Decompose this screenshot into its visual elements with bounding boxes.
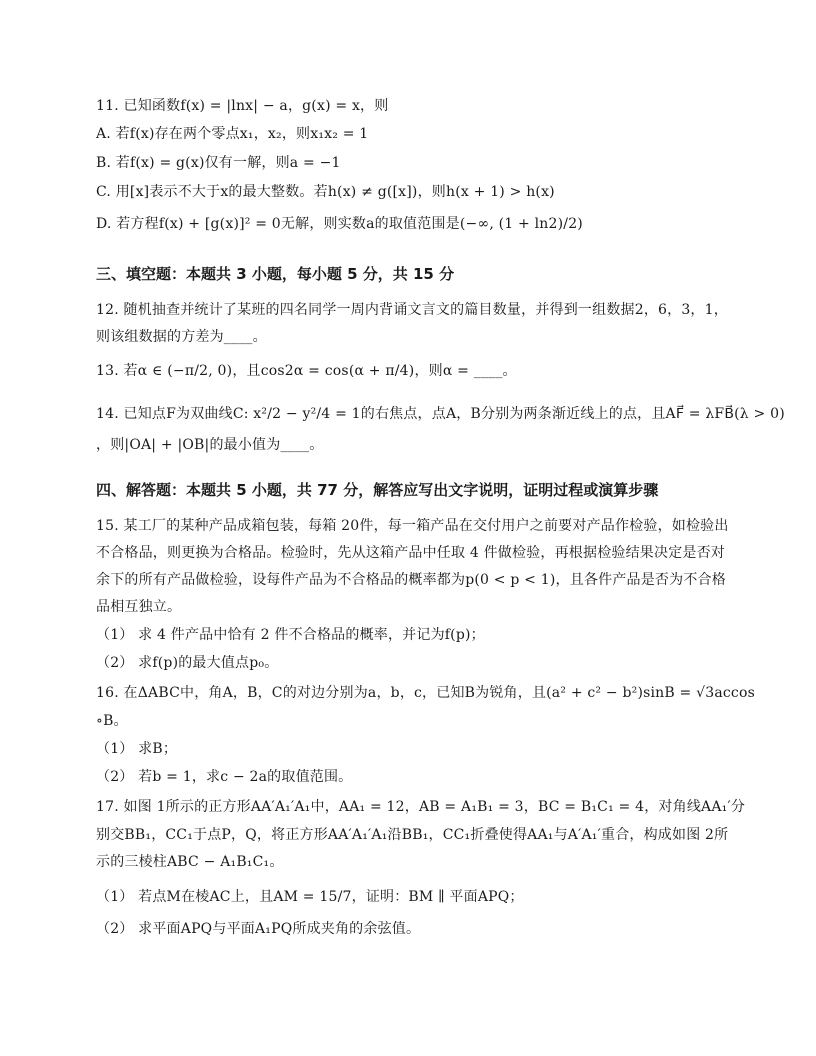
q15-part-1: （1） 求 4 件产品中恰有 2 件不合格品的概率，并记为f(p)； (96, 627, 485, 643)
q15-part-2: （2） 求f(p)的最大值点p₀。 (96, 655, 279, 671)
section-answer-title: 四、解答题：本题共 5 小题，共 77 分，解答应写出文字说明，证明过程或演算步骤 (96, 481, 659, 499)
q11-option-a: A. 若f(x)存在两个零点x₁，x₂，则x₁x₂ = 1 (96, 126, 369, 142)
q11-option-b: B. 若f(x) = g(x)仅有一解，则a = −1 (96, 155, 341, 171)
q17-part-1: （1） 若点M在棱AC上，且AM = 15/7，证明：BM ∥ 平面APQ； (96, 889, 524, 905)
q12-line-2: 则该组数据的方差为____。 (96, 329, 267, 345)
q15-line-4: 品相互独立。 (96, 599, 182, 615)
q17-line-3: 示的三棱柱ABC − A₁B₁C₁。 (96, 854, 284, 870)
q17-line-2: 别交BB₁，CC₁于点P，Q，将正方形AA′A₁′A₁沿BB₁，CC₁折叠使得AA₁与A′A₁′重合，构成如图 2所 (96, 827, 729, 843)
q15-line-1: 15. 某工厂的某种产品成箱包装，每箱 20件，每一箱产品在交付用户之前要对产品作检验，如检验出 (96, 518, 729, 534)
q16-part-1: （1） 求B； (96, 741, 178, 757)
q12-line-1: 12. 随机抽查并统计了某班的四名同学一周内背诵文言文的篇目数量，并得到一组数据2，6，3，1， (96, 302, 728, 318)
q14-line-2: ，则|OA| + |OB|的最小值为____。 (96, 437, 324, 453)
q13-line-1: 13. 若α ∈ (−π/2, 0)，且cos2α = cos(α + π/4)，则α = ____。 (96, 363, 517, 379)
section-fill-in-title: 三、填空题：本题共 3 小题，每小题 5 分，共 15 分 (96, 265, 455, 283)
q15-line-3: 余下的所有产品做检验，设每件产品为不合格品的概率都为p(0 < p < 1)，且各件产品是否为不合格 (96, 572, 726, 588)
q11-option-d: D. 若方程f(x) + [g(x)]² = 0无解，则实数a的取值范围是(−∞, (1 + ln2)/2) (96, 216, 583, 232)
q15-line-2: 不合格品，则更换为合格品。检验时，先从这箱产品中任取 4 件做检验，再根据检验结果决定是否对 (96, 545, 726, 561)
q16-line-1: 16. 在ΔABC中，角A，B，C的对边分别为a，b，c，已知B为锐角，且(a² + c² − b²)sinB = √3accos (96, 685, 755, 701)
q16-line-2: ∘B。 (96, 713, 128, 729)
q11-option-c: C. 用[x]表示不大于x的最大整数。若h(x) ≠ g([x])，则h(x + 1) > h(x) (96, 184, 555, 200)
q16-part-2: （2） 若b = 1，求c − 2a的取值范围。 (96, 769, 353, 785)
q11-stem: 11. 已知函数f(x) = |lnx| − a，g(x) = x，则 (96, 98, 389, 114)
q17-part-2: （2） 求平面APQ与平面A₁PQ所成夹角的余弦值。 (96, 921, 421, 937)
q17-line-1: 17. 如图 1所示的正方形AA′A₁′A₁中，AA₁ = 12，AB = A₁B₁ = 3，BC = B₁C₁ = 4，对角线AA₁′分 (96, 799, 746, 815)
q14-line-1: 14. 已知点F为双曲线C: x²/2 − y²/4 = 1的右焦点，点A，B分别为两条渐近线上的点，且AF⃗ = λFB⃗(λ > 0) (96, 406, 785, 422)
